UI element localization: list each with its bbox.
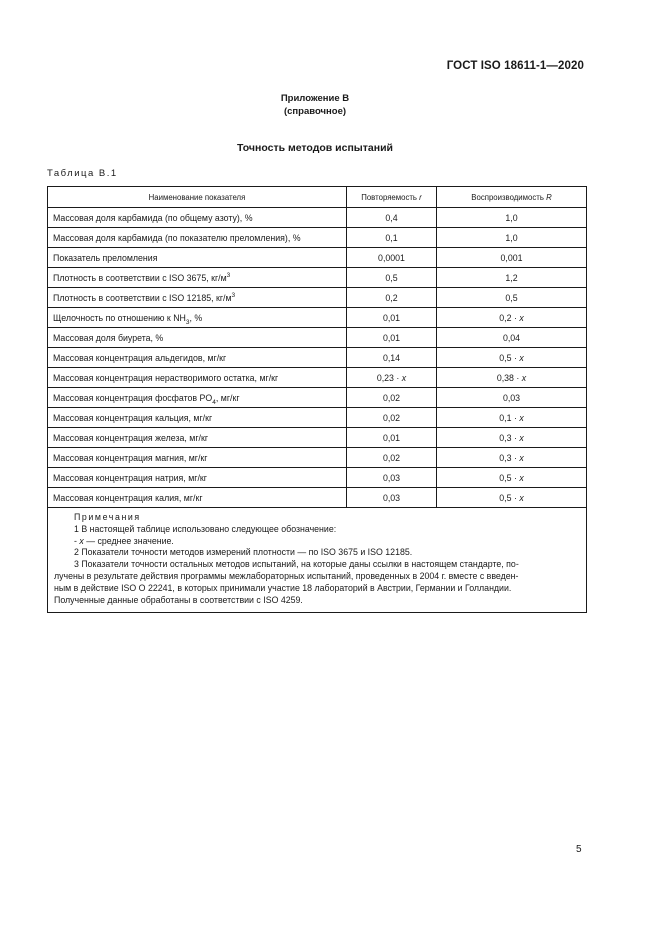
row-name: Плотность в соответствии с ISO 12185, $кг/м^3$	[48, 288, 347, 308]
page-number: 5	[576, 844, 582, 855]
notes-cell	[48, 508, 587, 613]
row-repeatability: 0,4	[347, 208, 437, 228]
row-repeatability: 0,01	[347, 328, 437, 348]
note-3-line-1: 3 Показатели точности остальных методов испытаний, на которые даны ссылки в настоящем стандарте, по-	[74, 559, 519, 570]
row-name: Массовая концентрация нерастворимого остатка, мг/кг	[48, 368, 347, 388]
table-row	[48, 288, 587, 308]
row-reproducibility: 0,2 · x	[437, 308, 587, 328]
row-reproducibility: 0,1 · x	[437, 408, 587, 428]
note-2: 2 Показатели точности методов измерений плотности — по ISO 3675 и ISO 12185.	[74, 547, 413, 558]
row-repeatability: 0,03	[347, 468, 437, 488]
header-reproducibility-symbol: R	[546, 192, 552, 202]
row-repeatability: 0,1	[347, 228, 437, 248]
row-name: Щелочность по отношению к $NH_3$, %	[48, 308, 347, 328]
row-repeatability: 0,0001	[347, 248, 437, 268]
table-row	[48, 348, 587, 368]
mean-symbol: x	[521, 372, 527, 383]
subscript: 4	[212, 398, 216, 406]
row-repeatability: 0,02	[347, 388, 437, 408]
table-row	[48, 268, 587, 288]
mean-symbol: x	[519, 312, 524, 323]
table-row	[48, 488, 587, 508]
row-reproducibility: 0,03	[437, 388, 587, 408]
row-name: Массовая концентрация фосфатов $PO_4$, мг/кг	[48, 388, 347, 408]
table-row	[48, 448, 587, 468]
row-name: Массовая концентрация альдегидов, мг/кг	[48, 348, 347, 368]
mean-symbol: x	[519, 432, 524, 443]
row-reproducibility: 1,0	[437, 208, 587, 228]
mean-symbol: x	[519, 352, 524, 363]
row-reproducibility: 1,2	[437, 268, 587, 288]
note-1a: - x — среднее значение.	[74, 535, 174, 546]
row-reproducibility: 0,04	[437, 328, 587, 348]
row-reproducibility: 0,5	[437, 288, 587, 308]
annex-heading	[0, 92, 630, 118]
row-repeatability: 0,01	[347, 308, 437, 328]
table-row	[48, 228, 587, 248]
superscript: 3	[231, 291, 236, 299]
note-3-line-4: Полученные данные обработаны в соответствии с ISO 4259.	[54, 594, 303, 605]
subscript: 3	[185, 318, 190, 326]
table-row	[48, 388, 587, 408]
note-1: 1 В настоящей таблице использовано следующее обозначение:	[74, 523, 337, 534]
header-repeatability-symbol: r	[419, 192, 422, 202]
row-repeatability: 0,01	[347, 428, 437, 448]
row-reproducibility: 0,3 · x	[437, 448, 587, 468]
mean-symbol: x	[79, 535, 84, 546]
row-reproducibility: 0,001	[437, 248, 587, 268]
table-row	[48, 428, 587, 448]
row-repeatability: 0,03	[347, 488, 437, 508]
superscript: 3	[226, 271, 231, 279]
precision-table-wrapper	[47, 186, 587, 613]
table-header-row	[48, 187, 587, 208]
mean-symbol: x	[519, 492, 524, 503]
table-body	[48, 208, 587, 613]
row-name: Плотность в соответствии с ISO 3675, $кг/м^3$	[48, 268, 347, 288]
row-repeatability: 0,14	[347, 348, 437, 368]
row-name: Массовая доля карбамида (по показателю преломления), %	[48, 228, 347, 248]
row-name: Массовая доля карбамида (по общему азоту), %	[48, 208, 347, 228]
row-name: Массовая доля биурета, %	[48, 328, 347, 348]
row-reproducibility: 1,0	[437, 228, 587, 248]
table-row	[48, 368, 587, 388]
note-3-line-2: лучены в результате действия программы межлабораторных испытаний, проведенных в 2004 г. вместе с введен-	[54, 570, 519, 581]
table-row	[48, 328, 587, 348]
table-row	[48, 468, 587, 488]
row-reproducibility: 0,5 · x	[437, 488, 587, 508]
row-name: Массовая концентрация калия, мг/кг	[48, 488, 347, 508]
row-name: Массовая концентрация натрия, мг/кг	[48, 468, 347, 488]
row-reproducibility: 0,5 · x	[437, 348, 587, 368]
table-row	[48, 408, 587, 428]
row-repeatability: 0,2	[347, 288, 437, 308]
row-reproducibility: 0,5 · x	[437, 468, 587, 488]
table-label: Таблица В.1	[47, 168, 118, 179]
annex-subtitle: (справочное)	[283, 106, 347, 117]
row-name: Массовая концентрация магния, мг/кг	[48, 448, 347, 468]
mean-symbol: x	[401, 372, 407, 383]
row-name: Массовая концентрация железа, мг/кг	[48, 428, 347, 448]
header-name: Наименование показателя	[48, 187, 347, 208]
annex-title: Приложение В	[280, 93, 350, 104]
table-row	[48, 208, 587, 228]
mean-symbol: x	[519, 472, 524, 483]
mean-symbol: x	[519, 412, 524, 423]
header-repeatability: Повторяемость r	[347, 187, 437, 208]
notes-row	[48, 508, 587, 613]
section-title: Точность методов испытаний	[236, 142, 393, 154]
document-code: ГОСТ ISO 18611-1—2020	[446, 60, 584, 72]
header-reproducibility: Воспроизводимость R	[437, 187, 587, 208]
mean-symbol: x	[519, 452, 524, 463]
notes-title: Примечания	[74, 512, 141, 522]
row-reproducibility: 0,3 · x	[437, 428, 587, 448]
table-row	[48, 308, 587, 328]
row-repeatability: 0,5	[347, 268, 437, 288]
precision-table	[47, 186, 587, 613]
row-reproducibility: 0,38 · x	[437, 368, 587, 388]
row-repeatability: 0,02	[347, 448, 437, 468]
row-name: Массовая концентрация кальция, мг/кг	[48, 408, 347, 428]
note-3-line-3: ным в действие ISO О 22241, в которых принимали участие 18 лабораторий в Австрии, Германии и Голландии.	[54, 582, 512, 593]
row-repeatability: 0,23 · x	[347, 368, 437, 388]
row-repeatability: 0,02	[347, 408, 437, 428]
table-row	[48, 248, 587, 268]
row-name: Показатель преломления	[48, 248, 347, 268]
